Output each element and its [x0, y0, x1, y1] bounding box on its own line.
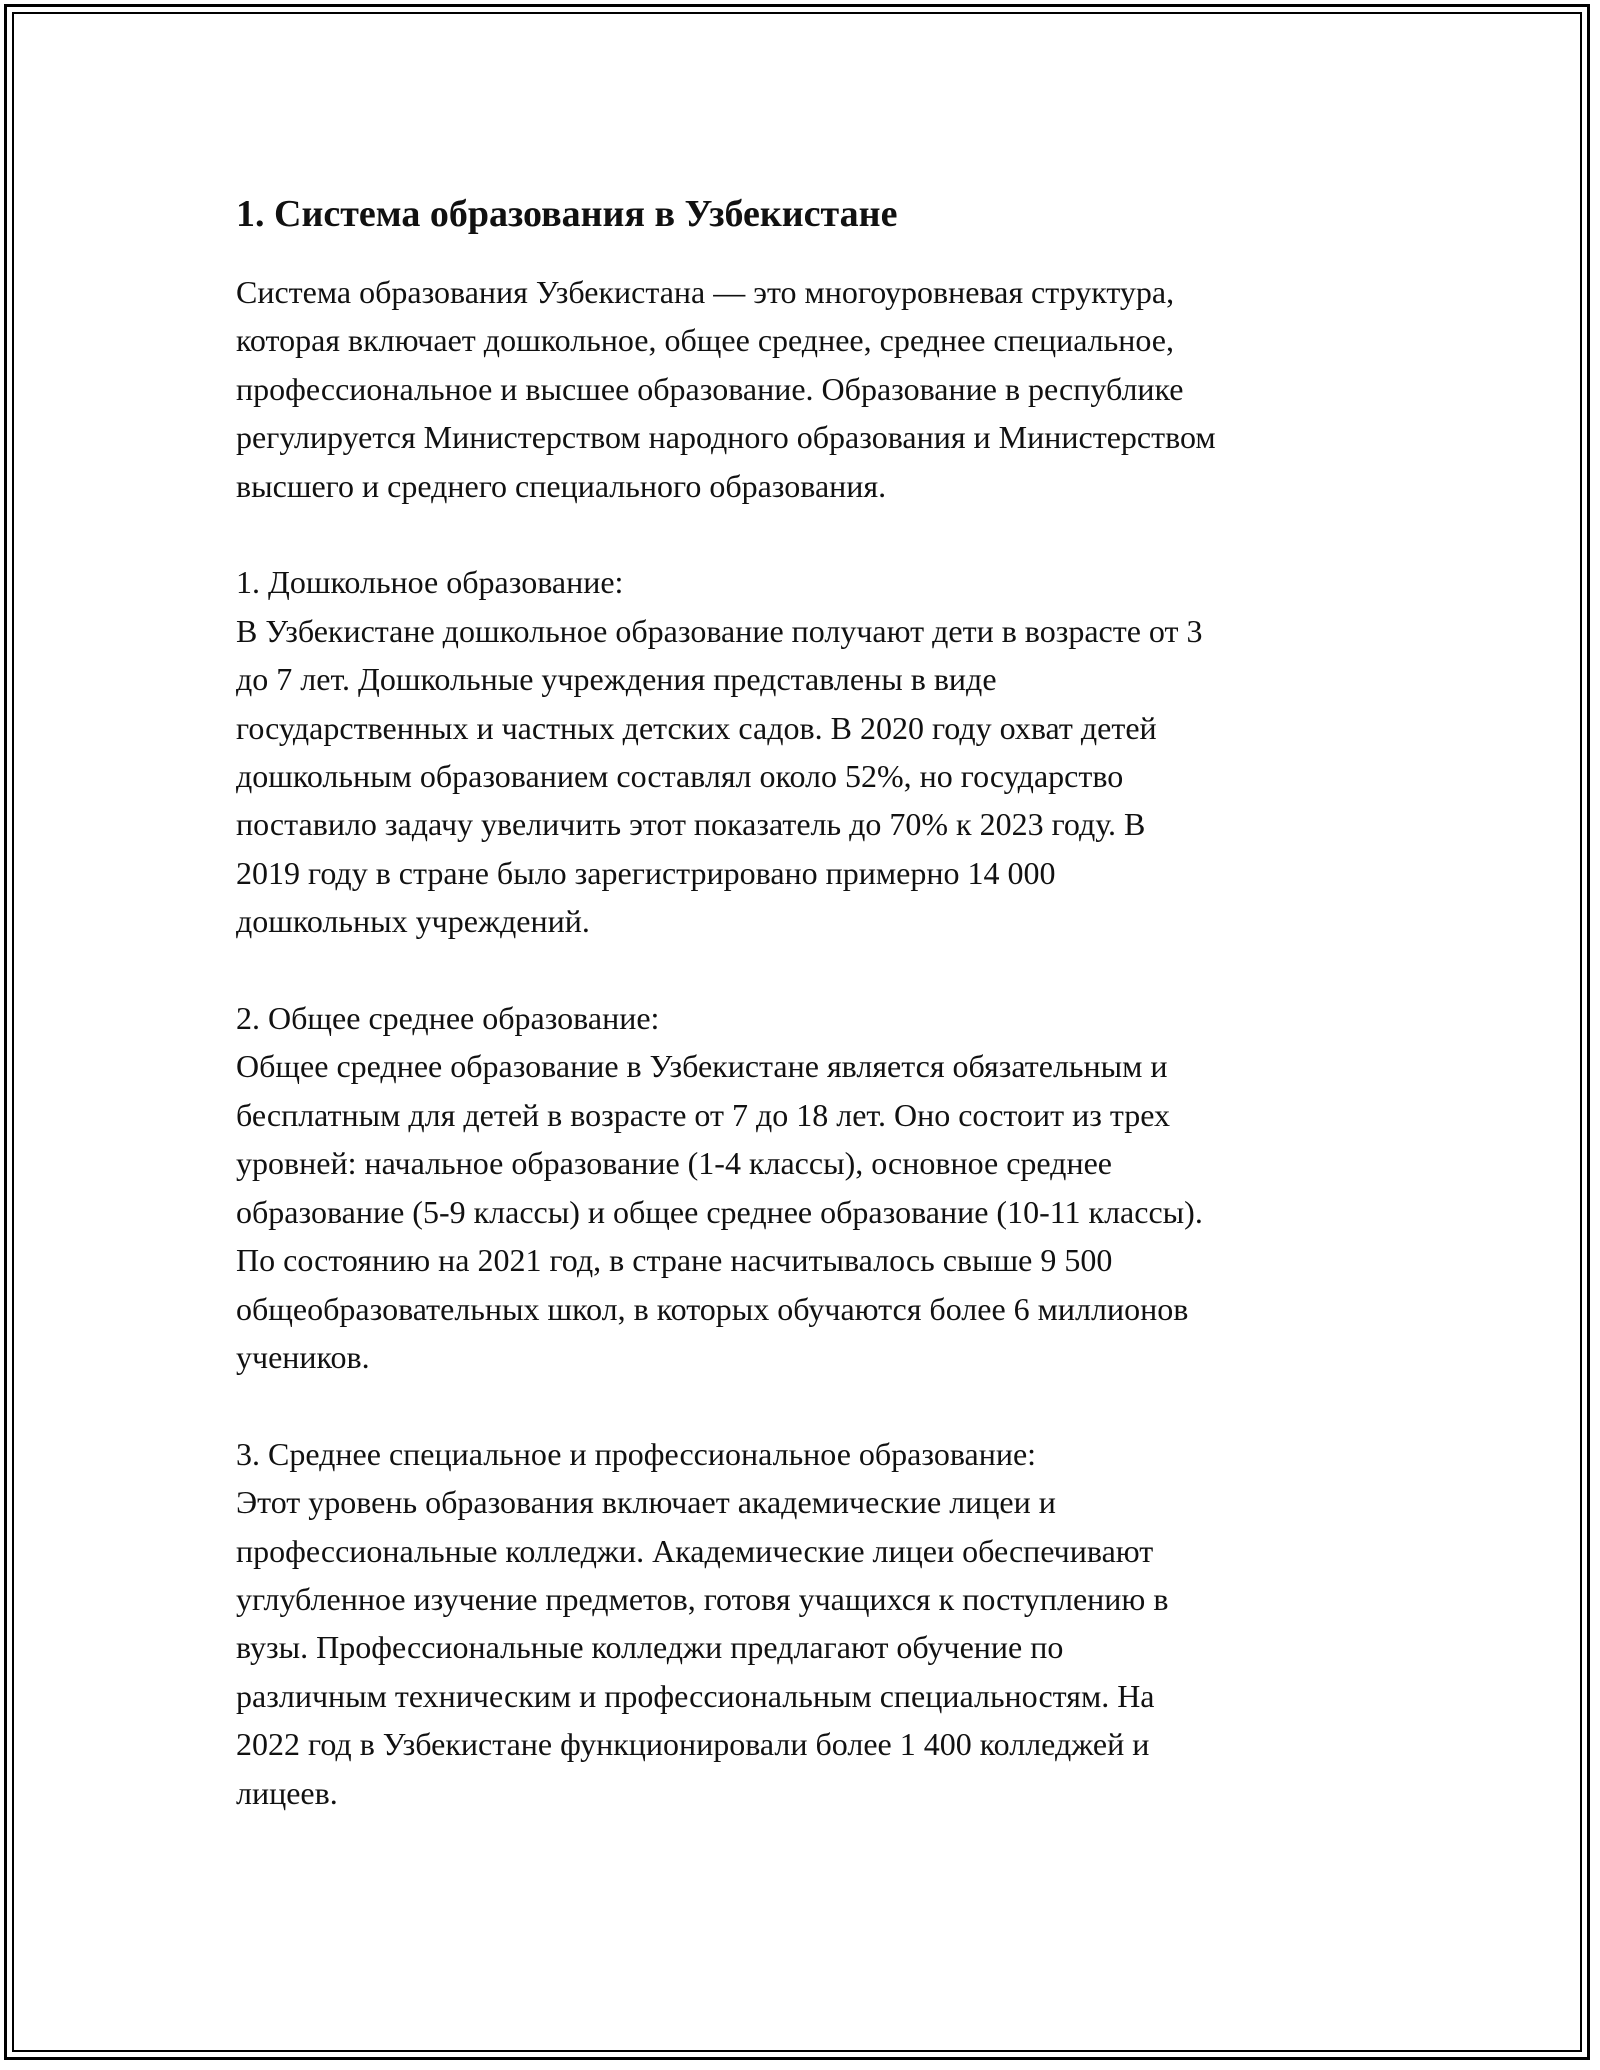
section-line: лицеев. — [236, 1774, 338, 1811]
section-line: поставило задачу увеличить этот показатель до 70% к 2023 году. В — [236, 806, 1146, 843]
section-line: По состоянию на 2021 год, в стране насчитывалось свыше 9 500 — [236, 1242, 1113, 1279]
section-line: государственных и частных детских садов. В 2020 году охват детей — [236, 709, 1157, 746]
section-heading: 3. Среднее специальное и профессиональное образование: — [236, 1435, 1037, 1472]
section-line: бесплатным для детей в возрасте от 7 до 18 лет. Оно состоит из трех — [236, 1096, 1171, 1133]
section-line: вузы. Профессиональные колледжи предлагают обучение по — [236, 1629, 1064, 1666]
section-line: Общее среднее образование в Узбекистане является обязательным и — [236, 1048, 1168, 1085]
section-heading: 1. Дошкольное образование: — [236, 564, 624, 601]
intro-line: регулируется Министерством народного образования и Министерством — [236, 419, 1216, 456]
section-line: В Узбекистане дошкольное образование получают дети в возрасте от 3 — [236, 612, 1203, 649]
section-line: образование (5-9 классы) и общее среднее образование (10-11 классы). — [236, 1193, 1203, 1230]
section-line: углубленное изучение предметов, готовя учащихся к поступлению в — [236, 1580, 1169, 1617]
section-heading: 2. Общее среднее образование: — [236, 1000, 660, 1037]
intro-line: Система образования Узбекистана — это многоуровневая структура, — [236, 274, 1175, 310]
section-line: общеобразовательных школ, в которых обучаются более 6 миллионов — [236, 1290, 1189, 1327]
section-line: учеников. — [236, 1338, 370, 1375]
document-title: 1. Система образования в Узбекистане — [236, 193, 898, 235]
section-preschool — [236, 558, 1376, 994]
section-line: Этот уровень образования включает академические лицеи и — [236, 1484, 1056, 1521]
intro-line: профессиональное и высшее образование. Образование в республике — [236, 370, 1184, 407]
section-line: 2019 году в стране было зарегистрировано примерно 14 000 — [236, 854, 1056, 891]
intro-paragraph — [236, 268, 1376, 558]
section-line: 2022 год в Узбекистане функционировали более 1 400 колледжей и — [236, 1726, 1150, 1763]
section-line: различным техническим и профессиональным специальностям. На — [236, 1677, 1155, 1714]
section-vocational — [236, 1430, 1376, 1817]
paragraph-spacer — [236, 946, 1376, 994]
paragraph-spacer — [236, 1381, 1376, 1429]
section-general-secondary — [236, 994, 1376, 1430]
intro-line: которая включает дошкольное, общее среднее, среднее специальное, — [236, 322, 1174, 359]
paragraph-spacer — [236, 510, 1376, 558]
section-line: дошкольных учреждений. — [236, 903, 590, 940]
document-body — [236, 186, 1376, 1817]
intro-line: высшего и среднего специального образования. — [236, 467, 887, 504]
section-line: дошкольным образованием составлял около 52%, но государство — [236, 758, 1124, 795]
section-line: уровней: начальное образование (1-4 классы), основное среднее — [236, 1145, 1112, 1182]
section-line: до 7 лет. Дошкольные учреждения представлены в виде — [236, 661, 997, 698]
section-line: профессиональные колледжи. Академические лицеи обеспечивают — [236, 1532, 1154, 1569]
